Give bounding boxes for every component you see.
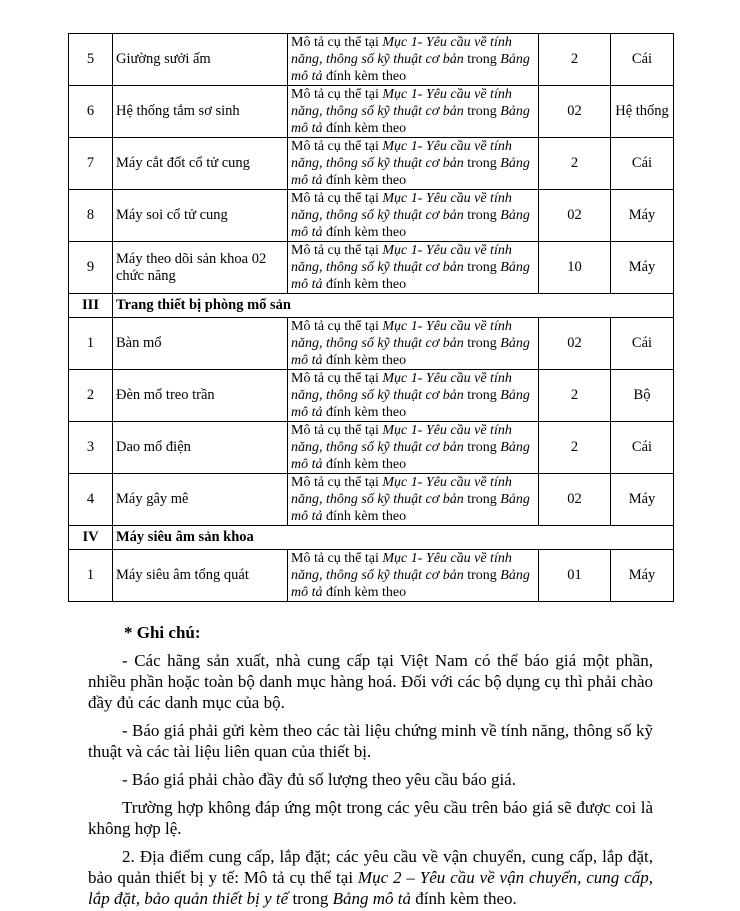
item-number: 2 bbox=[69, 370, 113, 422]
note-5-text-c: trong bbox=[288, 889, 333, 908]
description-part-d: Bảng mô tả bbox=[291, 336, 530, 368]
section-title: Trang thiết bị phòng mổ sản bbox=[113, 294, 674, 318]
description-part-a: Mô tả cụ thể tại bbox=[291, 35, 383, 50]
item-quantity: 2 bbox=[539, 138, 611, 190]
description-part-b: Mục 1- Yêu cầu về tính năng, thông số kỹ thuật cơ bản bbox=[291, 191, 512, 223]
description-part-c: trong bbox=[463, 440, 501, 455]
item-unit: Máy bbox=[611, 550, 674, 602]
description-part-d: Bảng mô tả bbox=[291, 388, 530, 420]
description-part-c: trong bbox=[463, 156, 501, 171]
description-part-b: Mục 1- Yêu cầu về tính năng, thông số kỹ thuật cơ bản bbox=[291, 423, 512, 455]
description-part-e: đính kèm theo bbox=[322, 509, 407, 524]
note-1: - Các hãng sản xuất, nhà cung cấp tại Việt Nam có thể báo giá một phần, nhiều phần hoặc toàn bộ danh mục hàng hoá. Đối với các bộ dụng cụ thì phải chào đầy đủ các danh mục của bộ. bbox=[88, 651, 653, 712]
table-row bbox=[69, 34, 674, 86]
item-description bbox=[288, 422, 539, 474]
description-part-b: Mục 1- Yêu cầu về tính năng, thông số kỹ thuật cơ bản bbox=[291, 87, 512, 119]
table-section-row bbox=[69, 294, 674, 318]
description-part-a: Mô tả cụ thể tại bbox=[291, 139, 383, 154]
item-name: Máy siêu âm tổng quát bbox=[113, 550, 288, 602]
item-unit: Máy bbox=[611, 190, 674, 242]
item-unit: Hệ thống bbox=[611, 86, 674, 138]
item-quantity: 02 bbox=[539, 86, 611, 138]
description-part-e: đính kèm theo bbox=[322, 405, 407, 420]
item-unit: Máy bbox=[611, 242, 674, 294]
description-part-c: trong bbox=[463, 260, 501, 275]
description-part-c: trong bbox=[463, 388, 501, 403]
item-number: 3 bbox=[69, 422, 113, 474]
description-part-c: trong bbox=[463, 568, 501, 583]
description-part-b: Mục 1- Yêu cầu về tính năng, thông số kỹ thuật cơ bản bbox=[291, 475, 512, 507]
item-description bbox=[288, 138, 539, 190]
note-5-text-d: Bảng mô tả bbox=[332, 889, 411, 908]
item-quantity: 02 bbox=[539, 190, 611, 242]
item-description bbox=[288, 34, 539, 86]
description-part-d: Bảng mô tả bbox=[291, 208, 530, 240]
item-description bbox=[288, 370, 539, 422]
equipment-table-body bbox=[69, 34, 674, 602]
item-quantity: 02 bbox=[539, 474, 611, 526]
description-part-a: Mô tả cụ thể tại bbox=[291, 475, 383, 490]
description-part-b: Mục 1- Yêu cầu về tính năng, thông số kỹ thuật cơ bản bbox=[291, 319, 512, 351]
description-part-d: Bảng mô tả bbox=[291, 52, 530, 84]
table-row bbox=[69, 474, 674, 526]
note-5 bbox=[88, 846, 653, 909]
table-section-row bbox=[69, 526, 674, 550]
description-part-a: Mô tả cụ thể tại bbox=[291, 423, 383, 438]
item-name: Hệ thống tắm sơ sinh bbox=[113, 86, 288, 138]
item-name: Máy theo dõi sản khoa 02 chức năng bbox=[113, 242, 288, 294]
item-description bbox=[288, 474, 539, 526]
note-5-text-b: Mục 2 – Yêu cầu về vận chuyển, cung cấp, lắp đặt, bảo quản thiết bị y tế bbox=[88, 868, 653, 908]
section-number: IV bbox=[69, 526, 113, 550]
description-part-c: trong bbox=[463, 492, 501, 507]
table-row bbox=[69, 370, 674, 422]
item-quantity: 2 bbox=[539, 370, 611, 422]
description-part-b: Mục 1- Yêu cầu về tính năng, thông số kỹ thuật cơ bản bbox=[291, 371, 512, 403]
item-number: 7 bbox=[69, 138, 113, 190]
note-5-text-e: đính kèm theo. bbox=[410, 889, 517, 908]
item-name: Máy gây mê bbox=[113, 474, 288, 526]
table-row bbox=[69, 318, 674, 370]
item-quantity: 10 bbox=[539, 242, 611, 294]
description-part-e: đính kèm theo bbox=[322, 277, 407, 292]
description-part-d: Bảng mô tả bbox=[291, 440, 530, 472]
description-part-e: đính kèm theo bbox=[322, 225, 407, 240]
description-part-d: Bảng mô tả bbox=[291, 260, 530, 292]
description-part-e: đính kèm theo bbox=[322, 173, 407, 188]
description-part-e: đính kèm theo bbox=[322, 457, 407, 472]
equipment-table bbox=[68, 33, 674, 602]
item-unit: Cái bbox=[611, 422, 674, 474]
item-quantity: 01 bbox=[539, 550, 611, 602]
description-part-d: Bảng mô tả bbox=[291, 156, 530, 188]
table-row bbox=[69, 550, 674, 602]
description-part-b: Mục 1- Yêu cầu về tính năng, thông số kỹ thuật cơ bản bbox=[291, 35, 512, 67]
description-part-e: đính kèm theo bbox=[322, 353, 407, 368]
item-description bbox=[288, 242, 539, 294]
description-part-c: trong bbox=[463, 336, 501, 351]
item-name: Dao mổ điện bbox=[113, 422, 288, 474]
description-part-a: Mô tả cụ thể tại bbox=[291, 87, 383, 102]
item-number: 9 bbox=[69, 242, 113, 294]
description-part-b: Mục 1- Yêu cầu về tính năng, thông số kỹ thuật cơ bản bbox=[291, 139, 512, 171]
item-unit: Máy bbox=[611, 474, 674, 526]
item-name: Đèn mổ treo trần bbox=[113, 370, 288, 422]
item-quantity: 02 bbox=[539, 318, 611, 370]
description-part-a: Mô tả cụ thể tại bbox=[291, 371, 383, 386]
item-name: Máy cắt đốt cổ tử cung bbox=[113, 138, 288, 190]
description-part-c: trong bbox=[463, 52, 501, 67]
section-number: III bbox=[69, 294, 113, 318]
note-3: - Báo giá phải chào đầy đủ số lượng theo yêu cầu báo giá. bbox=[122, 770, 516, 789]
description-part-a: Mô tả cụ thể tại bbox=[291, 243, 383, 258]
item-description bbox=[288, 86, 539, 138]
description-part-a: Mô tả cụ thể tại bbox=[291, 191, 383, 206]
notes-section bbox=[88, 622, 653, 909]
description-part-c: trong bbox=[463, 208, 501, 223]
description-part-b: Mục 1- Yêu cầu về tính năng, thông số kỹ thuật cơ bản bbox=[291, 551, 512, 583]
item-name: Bàn mổ bbox=[113, 318, 288, 370]
description-part-c: trong bbox=[463, 104, 501, 119]
item-unit: Cái bbox=[611, 34, 674, 86]
description-part-d: Bảng mô tả bbox=[291, 568, 530, 600]
item-number: 5 bbox=[69, 34, 113, 86]
note-4: Trường hợp không đáp ứng một trong các yêu cầu trên báo giá sẽ được coi là không hợp lệ. bbox=[88, 798, 653, 838]
description-part-e: đính kèm theo bbox=[322, 585, 407, 600]
section-title: Máy siêu âm sản khoa bbox=[113, 526, 674, 550]
description-part-d: Bảng mô tả bbox=[291, 492, 530, 524]
notes-title: * Ghi chú: bbox=[124, 623, 201, 642]
description-part-a: Mô tả cụ thể tại bbox=[291, 319, 383, 334]
item-number: 6 bbox=[69, 86, 113, 138]
table-row bbox=[69, 242, 674, 294]
item-number: 8 bbox=[69, 190, 113, 242]
item-description bbox=[288, 550, 539, 602]
description-part-a: Mô tả cụ thể tại bbox=[291, 551, 383, 566]
item-number: 4 bbox=[69, 474, 113, 526]
table-row bbox=[69, 422, 674, 474]
table-row bbox=[69, 86, 674, 138]
description-part-d: Bảng mô tả bbox=[291, 104, 530, 136]
item-quantity: 2 bbox=[539, 422, 611, 474]
item-description bbox=[288, 318, 539, 370]
item-name: Giường sưởi ấm bbox=[113, 34, 288, 86]
table-row bbox=[69, 190, 674, 242]
note-2: - Báo giá phải gửi kèm theo các tài liệu chứng minh về tính năng, thông số kỹ thuật và các tài liệu liên quan của thiết bị. bbox=[88, 721, 653, 761]
item-unit: Cái bbox=[611, 138, 674, 190]
description-part-b: Mục 1- Yêu cầu về tính năng, thông số kỹ thuật cơ bản bbox=[291, 243, 512, 275]
item-unit: Bộ bbox=[611, 370, 674, 422]
item-number: 1 bbox=[69, 318, 113, 370]
item-unit: Cái bbox=[611, 318, 674, 370]
item-number: 1 bbox=[69, 550, 113, 602]
table-row bbox=[69, 138, 674, 190]
note-5-text-a: 2. Địa điểm cung cấp, lắp đặt; các yêu cầu về vận chuyển, cung cấp, lắp đặt, bảo quản thiết bị y tế: Mô tả cụ thể tại bbox=[88, 847, 653, 887]
description-part-e: đính kèm theo bbox=[322, 69, 407, 84]
item-description bbox=[288, 190, 539, 242]
item-quantity: 2 bbox=[539, 34, 611, 86]
description-part-e: đính kèm theo bbox=[322, 121, 407, 136]
item-name: Máy soi cổ tử cung bbox=[113, 190, 288, 242]
